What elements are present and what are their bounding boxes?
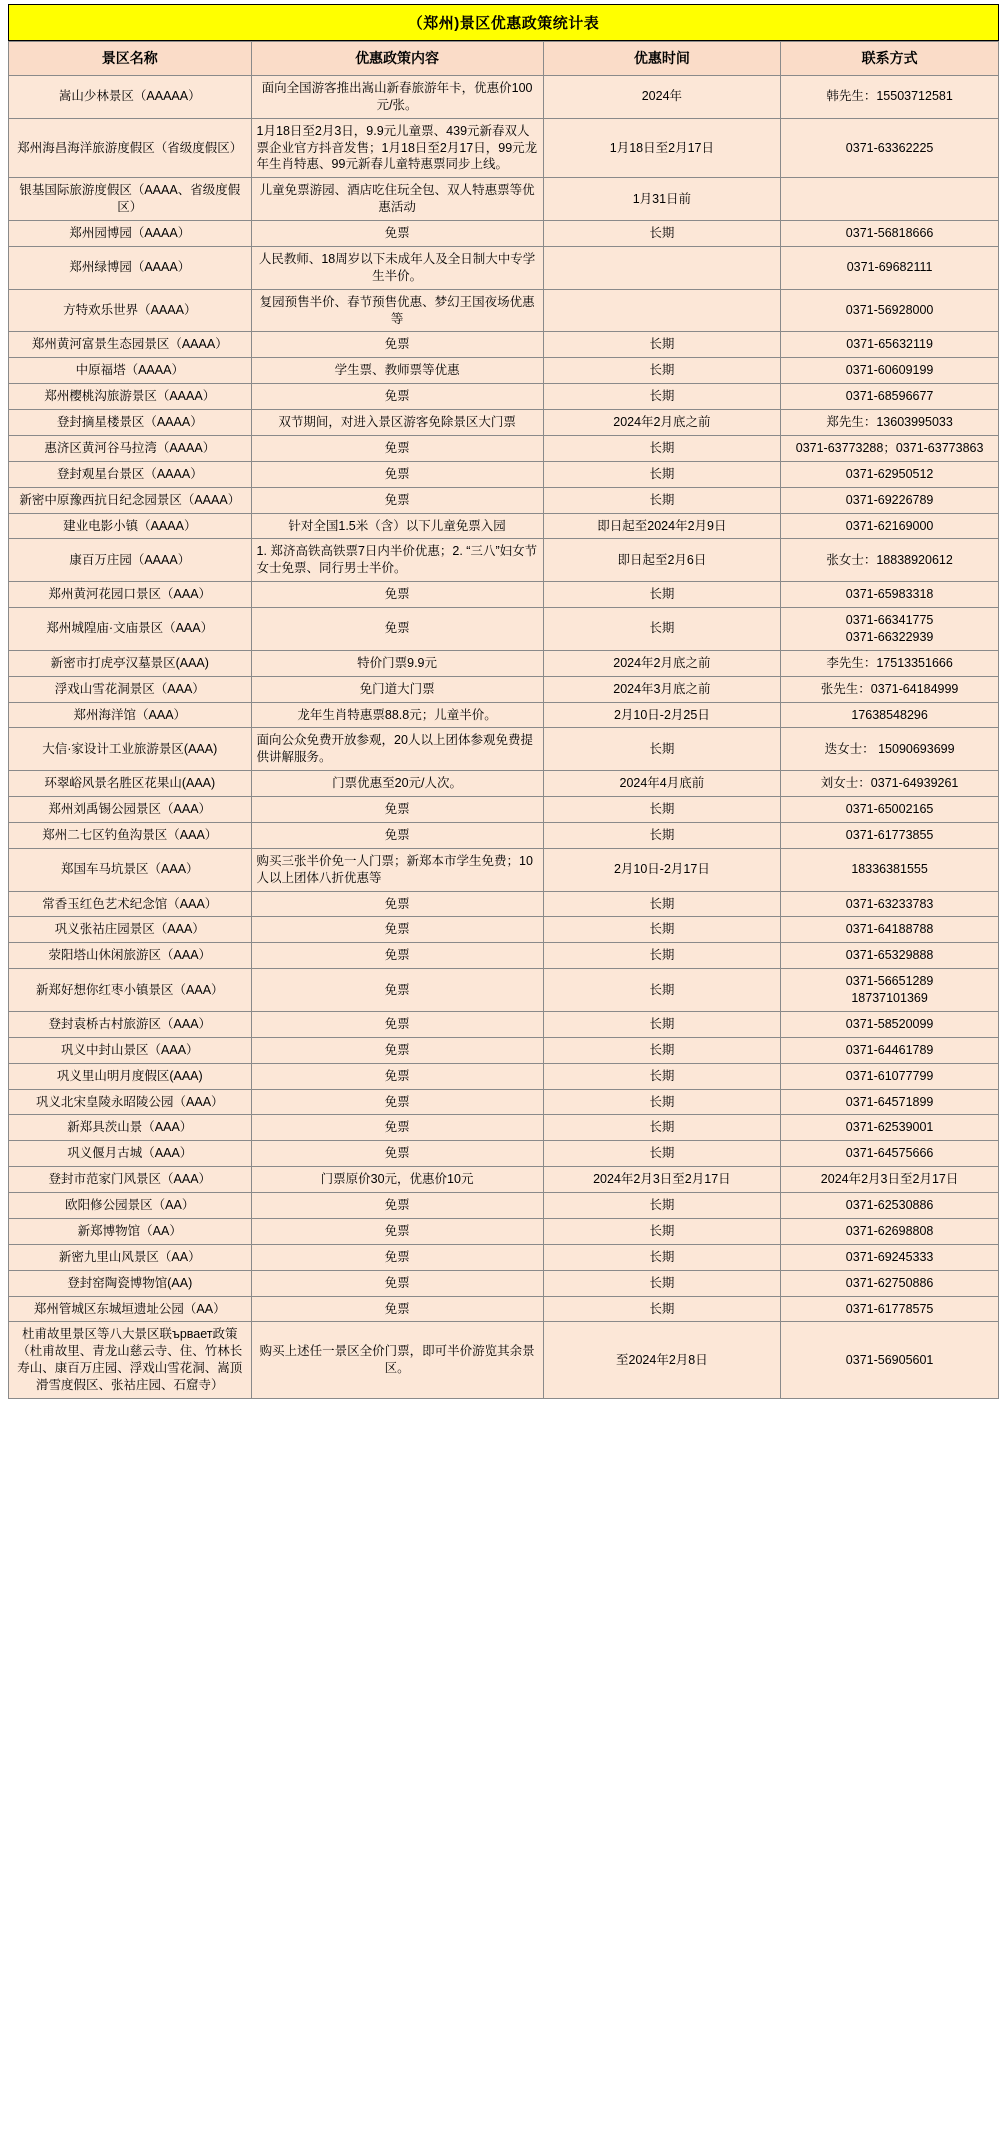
cell-contact: 0371-58520099 <box>781 1011 999 1037</box>
cell-attraction-name: 嵩山少林景区（AAAAA） <box>9 75 252 118</box>
cell-policy-content: 免票 <box>251 1244 543 1270</box>
cell-policy-content: 免票 <box>251 487 543 513</box>
table-row <box>9 943 999 969</box>
table-row <box>9 797 999 823</box>
table-row <box>9 676 999 702</box>
cell-attraction-name: 郑州海洋馆（AAA） <box>9 702 252 728</box>
cell-attraction-name: 郑州城隍庙·文庙景区（AAA） <box>9 608 252 651</box>
cell-attraction-name: 康百万庄园（AAAA） <box>9 539 252 582</box>
cell-policy-content: 免票 <box>251 1193 543 1219</box>
table-row <box>9 1115 999 1141</box>
cell-contact: 0371-64575666 <box>781 1141 999 1167</box>
cell-attraction-name: 郑州黄河花园口景区（AAA） <box>9 582 252 608</box>
cell-discount-time: 2024年 <box>543 75 781 118</box>
cell-contact: 2024年2月3日至2月17日 <box>781 1167 999 1193</box>
cell-discount-time: 长期 <box>543 969 781 1012</box>
cell-policy-content: 免票 <box>251 608 543 651</box>
cell-policy-content: 免票 <box>251 221 543 247</box>
cell-attraction-name: 常香玉红色艺术纪念馆（AAA） <box>9 891 252 917</box>
table-row <box>9 178 999 221</box>
table-row <box>9 650 999 676</box>
table-row <box>9 332 999 358</box>
cell-attraction-name: 郑州园博园（AAAA） <box>9 221 252 247</box>
cell-discount-time: 长期 <box>543 1218 781 1244</box>
cell-attraction-name: 郑国车马坑景区（AAA） <box>9 848 252 891</box>
cell-contact: 0371-61077799 <box>781 1063 999 1089</box>
cell-contact: 0371-64188788 <box>781 917 999 943</box>
table-row <box>9 1244 999 1270</box>
cell-policy-content: 免票 <box>251 1296 543 1322</box>
cell-policy-content: 门票优惠至20元/人次。 <box>251 771 543 797</box>
table-row <box>9 221 999 247</box>
cell-policy-content: 免票 <box>251 943 543 969</box>
table-row <box>9 246 999 289</box>
cell-contact: 0371-62530886 <box>781 1193 999 1219</box>
cell-discount-time: 长期 <box>543 582 781 608</box>
cell-policy-content: 复园预售半价、春节预售优惠、梦幻王国夜场优惠等 <box>251 289 543 332</box>
cell-attraction-name: 巩义里山明月度假区(AAA) <box>9 1063 252 1089</box>
table-body <box>9 75 999 1398</box>
table-row <box>9 848 999 891</box>
cell-policy-content: 双节期间，对进入景区游客免除景区大门票 <box>251 410 543 436</box>
cell-contact: 0371-61778575 <box>781 1296 999 1322</box>
cell-contact: 0371-62750886 <box>781 1270 999 1296</box>
cell-attraction-name: 登封摘星楼景区（AAAA） <box>9 410 252 436</box>
cell-policy-content: 学生票、教师票等优惠 <box>251 358 543 384</box>
cell-discount-time: 长期 <box>543 608 781 651</box>
cell-discount-time: 长期 <box>543 1296 781 1322</box>
cell-policy-content: 人民教师、18周岁以下未成年人及全日制大中专学生半价。 <box>251 246 543 289</box>
cell-attraction-name: 环翠峪风景名胜区花果山(AAA) <box>9 771 252 797</box>
cell-contact: 李先生：17513351666 <box>781 650 999 676</box>
cell-discount-time: 1月18日至2月17日 <box>543 118 781 178</box>
cell-contact: 0371-62539001 <box>781 1115 999 1141</box>
cell-contact: 0371-62169000 <box>781 513 999 539</box>
cell-discount-time <box>543 289 781 332</box>
table-row <box>9 289 999 332</box>
cell-attraction-name: 巩义偃月古城（AAA） <box>9 1141 252 1167</box>
cell-policy-content: 面向公众免费开放参观，20人以上团体参观免费提供讲解服务。 <box>251 728 543 771</box>
cell-policy-content: 免票 <box>251 1037 543 1063</box>
cell-attraction-name: 新密市打虎亭汉墓景区(AAA) <box>9 650 252 676</box>
table-row <box>9 410 999 436</box>
cell-discount-time: 长期 <box>543 1063 781 1089</box>
cell-attraction-name: 登封观星台景区（AAAA） <box>9 461 252 487</box>
cell-discount-time: 2月10日-2月17日 <box>543 848 781 891</box>
cell-attraction-name: 银基国际旅游度假区（AAAA、省级度假区） <box>9 178 252 221</box>
cell-contact: 0371-60609199 <box>781 358 999 384</box>
table-row <box>9 487 999 513</box>
cell-contact: 0371-69226789 <box>781 487 999 513</box>
page-title: （郑州)景区优惠政策统计表 <box>8 4 999 41</box>
cell-discount-time: 至2024年2月8日 <box>543 1322 781 1399</box>
cell-attraction-name: 浮戏山雪花洞景区（AAA） <box>9 676 252 702</box>
cell-attraction-name: 惠济区黄河谷马拉湾（AAAA） <box>9 435 252 461</box>
cell-policy-content: 龙年生肖特惠票88.8元；儿童半价。 <box>251 702 543 728</box>
cell-attraction-name: 郑州刘禹锡公园景区（AAA） <box>9 797 252 823</box>
cell-policy-content: 针对全国1.5米（含）以下儿童免票入园 <box>251 513 543 539</box>
table-row <box>9 435 999 461</box>
cell-attraction-name: 郑州海昌海洋旅游度假区（省级度假区） <box>9 118 252 178</box>
table-row <box>9 358 999 384</box>
cell-policy-content: 免票 <box>251 1270 543 1296</box>
cell-discount-time: 长期 <box>543 1037 781 1063</box>
table-row <box>9 539 999 582</box>
cell-discount-time: 2024年4月底前 <box>543 771 781 797</box>
cell-discount-time: 长期 <box>543 461 781 487</box>
cell-policy-content: 门票原价30元，优惠价10元 <box>251 1167 543 1193</box>
cell-policy-content: 免票 <box>251 1218 543 1244</box>
cell-policy-content: 免票 <box>251 891 543 917</box>
table-row <box>9 1037 999 1063</box>
column-header-policy: 优惠政策内容 <box>251 42 543 76</box>
cell-attraction-name: 郑州樱桃沟旅游景区（AAAA） <box>9 384 252 410</box>
cell-contact: 韩先生：15503712581 <box>781 75 999 118</box>
cell-attraction-name: 登封袁桥古村旅游区（AAA） <box>9 1011 252 1037</box>
cell-attraction-name: 新密九里山风景区（AA） <box>9 1244 252 1270</box>
cell-attraction-name: 中原福塔（AAAA） <box>9 358 252 384</box>
cell-policy-content: 免票 <box>251 822 543 848</box>
cell-discount-time: 长期 <box>543 358 781 384</box>
cell-policy-content: 免票 <box>251 969 543 1012</box>
cell-contact: 17638548296 <box>781 702 999 728</box>
cell-contact: 0371-69245333 <box>781 1244 999 1270</box>
table-row <box>9 822 999 848</box>
cell-contact: 0371-64461789 <box>781 1037 999 1063</box>
table-row <box>9 1322 999 1399</box>
cell-attraction-name: 郑州黄河富景生态园景区（AAAA） <box>9 332 252 358</box>
cell-policy-content: 免票 <box>251 1063 543 1089</box>
cell-discount-time: 长期 <box>543 1193 781 1219</box>
cell-discount-time: 长期 <box>543 1270 781 1296</box>
cell-contact: 0371-56928000 <box>781 289 999 332</box>
table-row <box>9 771 999 797</box>
cell-contact: 0371-56651289 18737101369 <box>781 969 999 1012</box>
cell-contact: 0371-66341775 0371-66322939 <box>781 608 999 651</box>
cell-contact: 0371-56818666 <box>781 221 999 247</box>
table-row <box>9 75 999 118</box>
cell-discount-time: 长期 <box>543 487 781 513</box>
cell-discount-time: 长期 <box>543 1115 781 1141</box>
cell-attraction-name: 郑州二七区钓鱼沟景区（AAA） <box>9 822 252 848</box>
cell-discount-time: 长期 <box>543 1011 781 1037</box>
table-row <box>9 461 999 487</box>
table-row <box>9 1089 999 1115</box>
table-row <box>9 1296 999 1322</box>
column-header-time: 优惠时间 <box>543 42 781 76</box>
cell-discount-time: 长期 <box>543 221 781 247</box>
cell-contact: 刘女士：0371-64939261 <box>781 771 999 797</box>
cell-discount-time: 长期 <box>543 1244 781 1270</box>
cell-discount-time: 长期 <box>543 728 781 771</box>
cell-attraction-name: 荥阳塔山休闲旅游区（AAA） <box>9 943 252 969</box>
cell-discount-time: 长期 <box>543 943 781 969</box>
cell-attraction-name: 巩义张祜庄园景区（AAA） <box>9 917 252 943</box>
cell-attraction-name: 方特欢乐世界（AAAA） <box>9 289 252 332</box>
cell-contact: 0371-63233783 <box>781 891 999 917</box>
cell-policy-content: 免票 <box>251 332 543 358</box>
cell-policy-content: 免票 <box>251 1011 543 1037</box>
cell-discount-time: 2月10日-2月25日 <box>543 702 781 728</box>
cell-discount-time: 长期 <box>543 435 781 461</box>
cell-attraction-name: 新郑具茨山景（AAA） <box>9 1115 252 1141</box>
table-row <box>9 1218 999 1244</box>
cell-contact: 0371-63362225 <box>781 118 999 178</box>
cell-attraction-name: 大信·家设计工业旅游景区(AAA) <box>9 728 252 771</box>
cell-policy-content: 购买上述任一景区全价门票，即可半价游览其余景区。 <box>251 1322 543 1399</box>
table-row <box>9 1270 999 1296</box>
table-row <box>9 118 999 178</box>
cell-contact: 0371-64571899 <box>781 1089 999 1115</box>
cell-discount-time: 2024年3月底之前 <box>543 676 781 702</box>
cell-discount-time: 即日起至2月6日 <box>543 539 781 582</box>
cell-policy-content: 免票 <box>251 1089 543 1115</box>
table-row <box>9 1167 999 1193</box>
cell-contact: 0371-69682111 <box>781 246 999 289</box>
cell-attraction-name: 郑州管城区东城垣遗址公园（AA） <box>9 1296 252 1322</box>
table-row <box>9 582 999 608</box>
table-row <box>9 384 999 410</box>
cell-discount-time: 长期 <box>543 917 781 943</box>
cell-policy-content: 儿童免票游园、酒店吃住玩全包、双人特惠票等优惠活动 <box>251 178 543 221</box>
cell-attraction-name: 巩义中封山景区（AAA） <box>9 1037 252 1063</box>
cell-attraction-name: 建业电影小镇（AAAA） <box>9 513 252 539</box>
cell-contact: 0371-65329888 <box>781 943 999 969</box>
cell-discount-time: 长期 <box>543 384 781 410</box>
cell-contact <box>781 178 999 221</box>
cell-discount-time: 2024年2月底之前 <box>543 650 781 676</box>
table-header-row <box>9 42 999 76</box>
table-row <box>9 1063 999 1089</box>
cell-policy-content: 面向全国游客推出嵩山新春旅游年卡，优惠价100元/张。 <box>251 75 543 118</box>
cell-contact: 0371-56905601 <box>781 1322 999 1399</box>
cell-discount-time: 即日起至2024年2月9日 <box>543 513 781 539</box>
cell-policy-content: 免票 <box>251 1141 543 1167</box>
cell-policy-content: 免票 <box>251 384 543 410</box>
cell-contact: 张先生：0371-64184999 <box>781 676 999 702</box>
cell-discount-time: 长期 <box>543 332 781 358</box>
cell-contact: 郑先生：13603995033 <box>781 410 999 436</box>
cell-contact: 0371-63773288；0371-63773863 <box>781 435 999 461</box>
cell-discount-time <box>543 246 781 289</box>
cell-policy-content: 免票 <box>251 582 543 608</box>
cell-policy-content: 免票 <box>251 917 543 943</box>
cell-contact: 0371-65632119 <box>781 332 999 358</box>
cell-discount-time: 长期 <box>543 891 781 917</box>
discount-policy-table <box>8 41 999 1399</box>
cell-contact: 0371-61773855 <box>781 822 999 848</box>
cell-contact: 0371-65983318 <box>781 582 999 608</box>
cell-policy-content: 免门道大门票 <box>251 676 543 702</box>
cell-policy-content: 1. 郑济高铁高铁票7日内半价优惠；2. “三八”妇女节女士免票、同行男士半价。 <box>251 539 543 582</box>
cell-contact: 18336381555 <box>781 848 999 891</box>
column-header-name: 景区名称 <box>9 42 252 76</box>
table-row <box>9 1011 999 1037</box>
cell-attraction-name: 欧阳修公园景区（AA） <box>9 1193 252 1219</box>
table-row <box>9 1193 999 1219</box>
cell-policy-content: 购买三张半价免一人门票；新郑本市学生免费；10人以上团体八折优惠等 <box>251 848 543 891</box>
cell-policy-content: 免票 <box>251 797 543 823</box>
cell-attraction-name: 杜甫故里景区等八大景区联ървает政策（杜甫故里、青龙山慈云寺、住、竹林长寿山、康百万庄园、浮戏山雪花洞、嵩顶滑雪度假区、张祜庄园、石窟寺） <box>9 1322 252 1399</box>
column-header-contact: 联系方式 <box>781 42 999 76</box>
table-row <box>9 608 999 651</box>
cell-discount-time: 长期 <box>543 797 781 823</box>
cell-contact: 迭女士： 15090693699 <box>781 728 999 771</box>
cell-attraction-name: 郑州绿博园（AAAA） <box>9 246 252 289</box>
cell-attraction-name: 巩义北宋皇陵永昭陵公园（AAA） <box>9 1089 252 1115</box>
cell-contact: 0371-62698808 <box>781 1218 999 1244</box>
table-row <box>9 1141 999 1167</box>
cell-policy-content: 免票 <box>251 1115 543 1141</box>
table-row <box>9 969 999 1012</box>
cell-discount-time: 长期 <box>543 1141 781 1167</box>
cell-contact: 0371-65002165 <box>781 797 999 823</box>
cell-attraction-name: 新密中原豫西抗日纪念园景区（AAAA） <box>9 487 252 513</box>
table-row <box>9 513 999 539</box>
cell-contact: 0371-68596677 <box>781 384 999 410</box>
table-row <box>9 702 999 728</box>
cell-discount-time: 2024年2月3日至2月17日 <box>543 1167 781 1193</box>
table-row <box>9 728 999 771</box>
cell-discount-time: 2024年2月底之前 <box>543 410 781 436</box>
cell-discount-time: 长期 <box>543 1089 781 1115</box>
cell-contact: 0371-62950512 <box>781 461 999 487</box>
cell-attraction-name: 登封窑陶瓷博物馆(AA) <box>9 1270 252 1296</box>
cell-attraction-name: 新郑博物馆（AA） <box>9 1218 252 1244</box>
cell-policy-content: 1月18日至2月3日，9.9元儿童票、439元新春双人票企业官方抖音发售；1月18日至2月17日，99元龙年生肖特惠、99元新春儿童特惠票同步上线。 <box>251 118 543 178</box>
cell-discount-time: 长期 <box>543 822 781 848</box>
cell-discount-time: 1月31日前 <box>543 178 781 221</box>
cell-contact: 张女士：18838920612 <box>781 539 999 582</box>
cell-attraction-name: 新郑好想你红枣小镇景区（AAA） <box>9 969 252 1012</box>
cell-policy-content: 免票 <box>251 461 543 487</box>
cell-attraction-name: 登封市范家门风景区（AAA） <box>9 1167 252 1193</box>
cell-policy-content: 免票 <box>251 435 543 461</box>
cell-policy-content: 特价门票9.9元 <box>251 650 543 676</box>
table-row <box>9 891 999 917</box>
table-row <box>9 917 999 943</box>
